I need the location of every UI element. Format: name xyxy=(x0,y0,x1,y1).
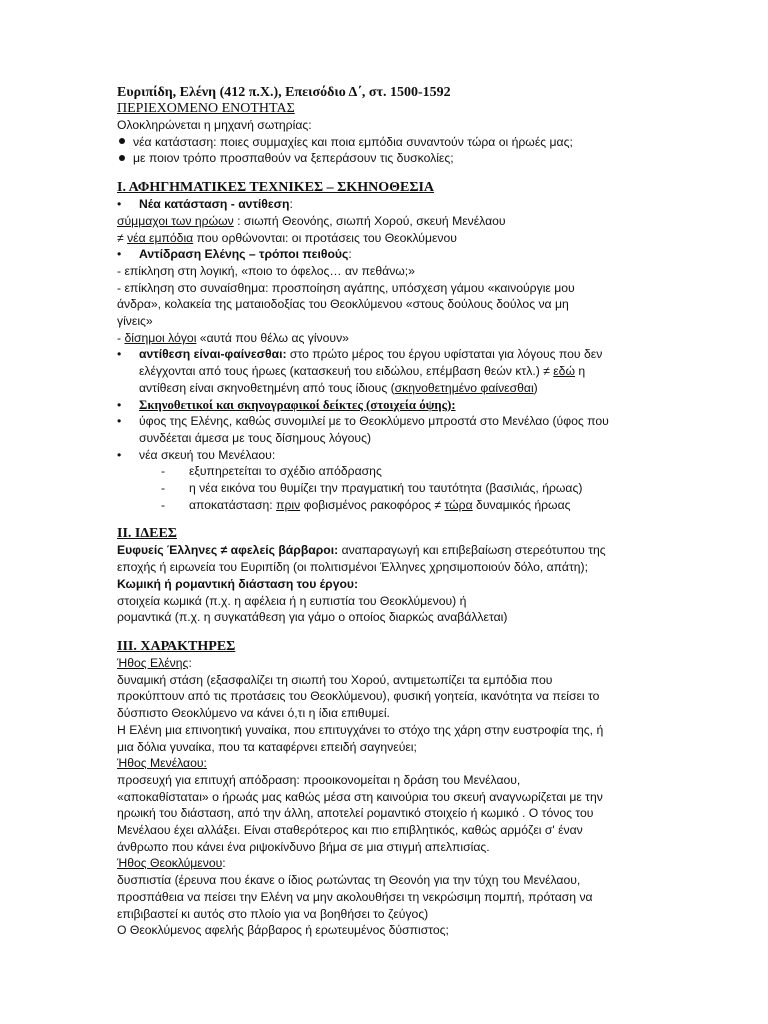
ideas-line-romantic: ρομαντικά (π.χ. η συγκατάθεση για γάμο ο οποίος διαρκώς αναβάλλεται) xyxy=(117,610,508,625)
menelaus-line-5: άνθρωπο που κάνει ένα ριψοκίνδυνο βήμα σε μια στιγμή απελπισίας. xyxy=(117,839,490,854)
dash-item-restoration: - αποκατάσταση: πριν φοβισμένος ρακοφόρος ≠ τώρα δυναμικός ήρωας xyxy=(161,497,571,512)
helen-line-4: Η Ελένη μια επινοητική γυναίκα, που επιτυγχάνει το στόχο της χάρη στην ευστροφία της, ή xyxy=(117,722,604,737)
ideas-heading-comic: Κωμική ή ρομαντική διάσταση του έργου: xyxy=(117,576,359,591)
double-meaning-line: - δίσημοι λόγοι «αυτά που θέλω ας γίνουν» xyxy=(117,330,349,345)
ideas-line-2: εποχής ή ειρωνεία του Ευριπίδη (οι πολιτισμένοι Έλληνες χρησιμοποιούν δόλο, απάτη); xyxy=(117,560,588,575)
ideas-line-1: Ευφυείς Έλληνες ≠ αφελείς βάρβαροι: αναπαραγωγή και επιβεβαίωση στερεότυπου της xyxy=(117,543,606,558)
helen-label: Ήθος Ελένης: xyxy=(117,655,192,670)
bullet-icon xyxy=(119,155,125,161)
theoclymenus-line-4: Ο Θεοκλύμενος αφελής βάρβαρος ή ερωτευμένος δύσπιστος; xyxy=(117,923,449,938)
allies-line: σύμμαχοι των ηρώων : σιωπή Θεονόης, σιωπή Χορού, σκευή Μενέλαου xyxy=(117,213,506,228)
bullet-icon: • xyxy=(117,247,122,262)
menelaus-line-2: «αποκαθίσταται» ο ήρωάς μας καθώς μέσα στη καινούρια του σκευή αναγνωρίζεται με την xyxy=(117,789,603,804)
section-heading-ideas: ΙΙ. ΙΔΕΕΣ xyxy=(117,526,177,542)
theoclymenus-line-3: επιβιβαστεί κι αυτός στο πλοίο για να βοηθήσει το ζεύγος) xyxy=(117,906,429,921)
menelaus-line-1: προσευχή για επιτυχή απόδραση: προοικονομείται η δράση του Μενέλαου, xyxy=(117,772,521,787)
intro-point-2: με ποιον τρόπο προσπαθούν να ξεπεράσουν τις δυσκολίες; xyxy=(117,150,657,167)
bullet-icon: • xyxy=(117,414,122,429)
section-heading-characters: ΙΙΙ. ΧΑΡΑΚΤΗΡΕΣ xyxy=(117,638,236,654)
bullet-stage-indicators: • Σκηνοθετικοί και σκηνογραφικοί δείκτες (στοιχεία όψης): xyxy=(117,397,456,412)
ideas-line-comic: στοιχεία κωμικά (π.χ. η αφέλεια ή η ευπιστία του Θεοκλύμενου) ή xyxy=(117,593,467,608)
helen-line-1: δυναμική στάση (εξασφαλίζει τη σιωπή του Χορού, αντιμετωπίζει τα εμπόδια που xyxy=(117,672,553,687)
bullet-icon: • xyxy=(117,447,122,462)
helen-line-2: προκύπτουν από τις προτάσεις του Θεοκλύμενου), φυσική γοητεία, ικανότητα να πείσει το xyxy=(117,689,600,704)
bullet-helen-reaction: • Αντίδραση Ελένης – τρόποι πειθούς: xyxy=(117,247,352,262)
intro-point-1: νέα κατάσταση: ποιες συμμαχίες και ποια εμπόδια συναντούν τώρα οι ήρωές μας; xyxy=(117,134,657,151)
emotion-line-1: - επίκληση στο συναίσθημα: προσποίηση αγάπης, υπόσχεση γάμου «καινούργιε μου xyxy=(117,280,575,295)
emotion-line-2: άνδρα», κολακεία της ματαιοδοξίας του Θεοκλύμενου «στους δούλους δούλος να μη xyxy=(117,297,569,312)
document-page xyxy=(117,85,657,939)
obstacles-line: ≠ νέα εμπόδια που ορθώνονται: οι προτάσεις του Θεοκλύμενου xyxy=(117,230,457,245)
section-subtitle: ΠΕΡΙΕΧΟΜΕΝΟ ΕΝΟΤΗΤΑΣ xyxy=(117,101,295,116)
helen-line-3: δύσπιστο Θεοκλύμενο να κάνει ό,τι η ίδια επιθυμεί. xyxy=(117,706,390,721)
document-title: Ευριπίδη, Ελένη (412 π.Χ.), Επεισόδιο Δ΄, στ. 1500-1592 xyxy=(117,85,451,100)
dash-item-identity: - η νέα εικόνα του θυμίζει την πραγματική του ταυτότητα (βασιλιάς, ήρωας) xyxy=(161,481,583,496)
bullet-icon: • xyxy=(117,347,122,362)
dash-item-escape: - εξυπηρετείται το σχέδιο απόδρασης xyxy=(161,464,382,479)
bullet-new-situation: • Νέα κατάσταση - αντίθεση: xyxy=(117,197,293,212)
theoclymenus-line-1: δυσπιστία (έρευνα που έκανε ο ίδιος ρωτώντας τη Θεονόη για την τύχη του Μενέλαου, xyxy=(117,873,581,888)
emotion-line-3: γίνεις» xyxy=(117,314,153,329)
section-heading-techniques: Ι. ΑΦΗΓΗΜΑΤΙΚΕΣ ΤΕΧΝΙΚΕΣ – ΣΚΗΝΟΘΕΣΙΑ xyxy=(117,180,435,196)
theoclymenus-label: Ήθος Θεοκλύμενου: xyxy=(117,856,226,871)
bullet-icon: • xyxy=(117,197,122,212)
bullet-menelaus-costume: • νέα σκευή του Μενέλαου: xyxy=(117,447,276,462)
bullet-helen-style: • ύφος της Ελένης, καθώς συνομιλεί με το Θεοκλύμενο μπροστά στο Μενέλαο (ύφος που συνδέεται άμεσα με τους δίσημους λόγους) xyxy=(117,414,609,445)
theoclymenus-line-2: προσπάθεια να πείσει την Ελένη να μην ακολουθήσει τη νεκρώσιμη πομπή, πρόταση να xyxy=(117,889,593,904)
bullet-icon: • xyxy=(117,397,122,412)
menelaus-label: Ήθος Μενέλαου: xyxy=(117,756,207,771)
intro-line: Ολοκληρώνεται η μηχανή σωτηρίας: xyxy=(117,118,312,132)
helen-line-5: μια δόλια γυναίκα, που τα καταφέρνει επειδή σαγηνεύει; xyxy=(117,739,417,754)
bullet-contrast: • αντίθεση είναι-φαίνεσθαι: στο πρώτο μέρος του έργου υφίσταται για λόγους που δεν ελέγχονται από τους ήρωες (κατασκευή του ειδώλου, επέμβαση θεών κτλ.) ≠ εδώ η αντίθεση είναι σκηνοθετημένη από τους ίδιους (σκηνοθετημένο φαίνεσθαι) xyxy=(117,347,603,395)
logic-line: - επίκληση στη λογική, «ποιο το όφελος… αν πεθάνω;» xyxy=(117,263,415,278)
bullet-icon xyxy=(119,138,125,144)
menelaus-line-4: Μενέλαου έχει αλλάξει. Είναι σταθερότερος και πιο επιβλητικός, καθώς αρμόζει σ' έναν xyxy=(117,823,583,838)
menelaus-line-3: ηρωική του διάσταση, από την άλλη, αποτελεί ρομαντικό στοιχείο ή κωμικό . Ο τόνος του xyxy=(117,806,594,821)
